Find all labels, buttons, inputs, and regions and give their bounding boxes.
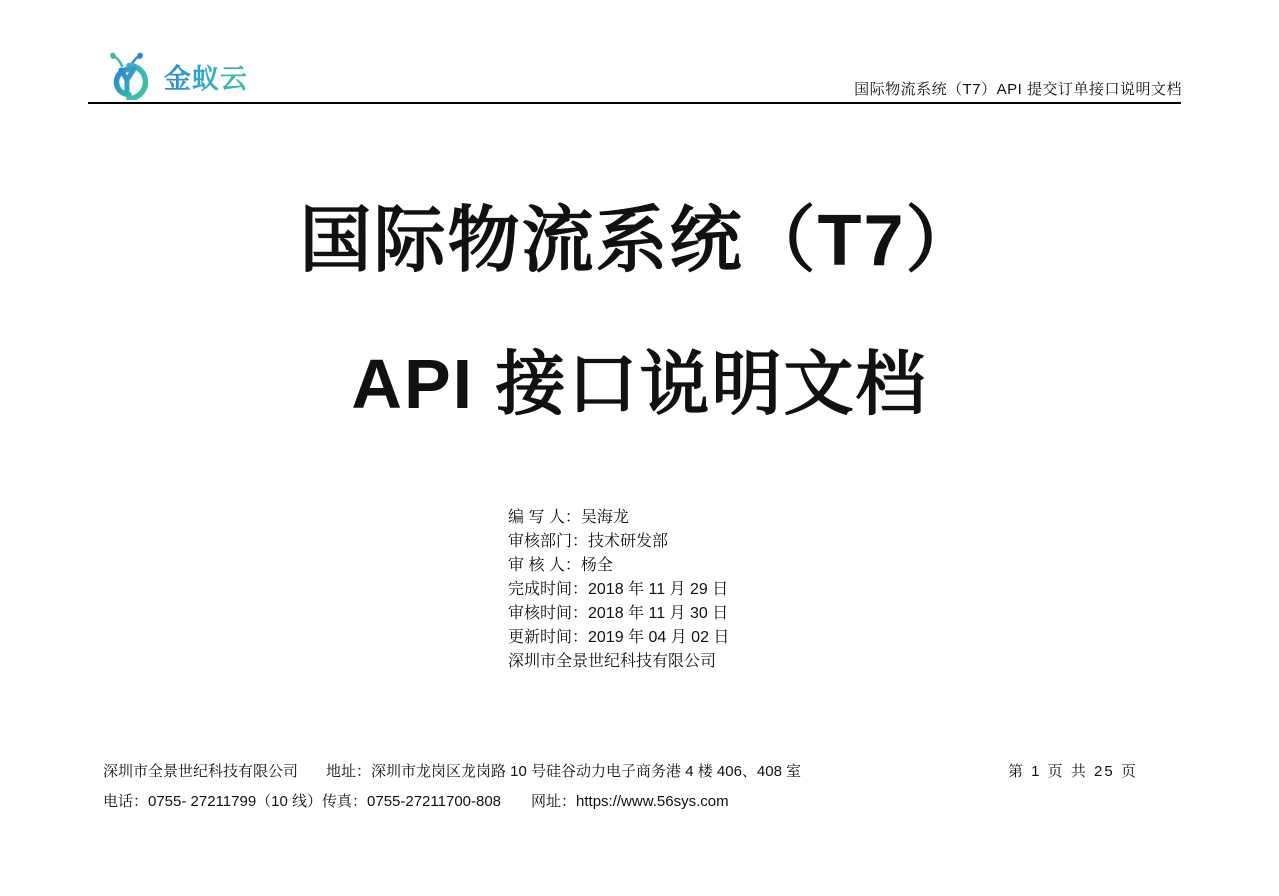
info-line-reviewer: 审 核 人：杨全 — [508, 557, 613, 574]
header-rule-divider — [88, 102, 1181, 104]
jinyiyun-ant-logo-icon — [98, 52, 156, 100]
footer-company: 深圳市全景世纪科技有限公司 — [103, 763, 299, 780]
brand-logo — [98, 52, 248, 100]
footer-company-address — [103, 760, 801, 781]
footer-website: 网址：https://www.56sys.com — [531, 793, 729, 810]
cover-title-line1: 国际物流系统（T7） — [299, 201, 980, 281]
info-line-complete-date: 完成时间：2018 年 11 月 29 日 — [508, 581, 729, 598]
cover-title-line2: API 接口说明文档 — [351, 345, 928, 423]
document-info-block — [508, 506, 729, 674]
info-line-update-date: 更新时间：2019 年 04 月 02 日 — [508, 629, 730, 646]
page-indicator: 第 1 页 共 25 页 — [1008, 763, 1138, 780]
brand-name: 金蚁云 — [164, 57, 248, 96]
footer-phone-fax: 电话：0755- 27211799（10 线）传真：0755-27211700-808 — [103, 793, 502, 810]
info-line-review-date: 审核时间：2018 年 11 月 30 日 — [508, 605, 729, 622]
footer-contact — [103, 790, 729, 811]
header-doc-title: 国际物流系统（T7）API 提交订单接口说明文档 — [854, 81, 1182, 98]
info-line-review-dept: 审核部门：技术研发部 — [508, 533, 669, 550]
footer-address: 地址：深圳市龙岗区龙岗路 10 号硅谷动力电子商务港 4 楼 406、408 室 — [326, 763, 802, 780]
info-line-author: 编 写 人：吴海龙 — [508, 509, 629, 526]
info-line-company: 深圳市全景世纪科技有限公司 — [508, 653, 717, 670]
